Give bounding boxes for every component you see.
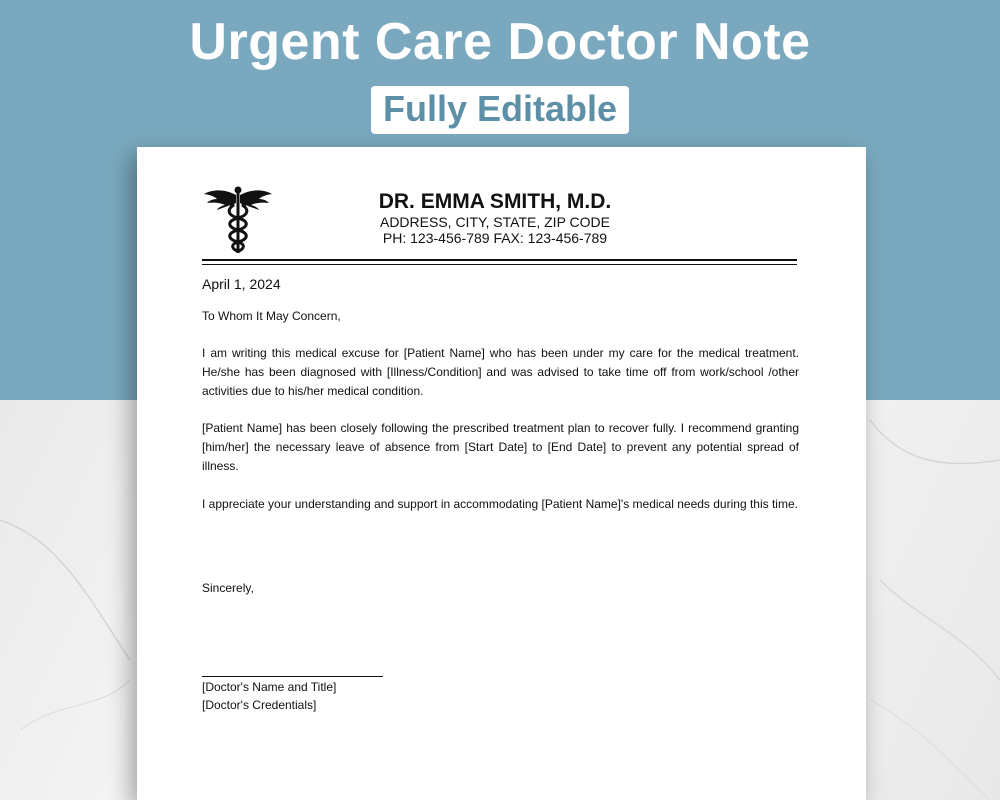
letterhead <box>365 190 625 246</box>
banner-subtitle-wrap <box>0 86 1000 134</box>
signature-line <box>202 676 383 677</box>
caduceus-icon <box>203 185 273 255</box>
doctor-address: ADDRESS, CITY, STATE, ZIP CODE <box>379 214 610 230</box>
header-divider-thick <box>202 259 797 261</box>
banner-subtitle: Fully Editable <box>371 86 629 134</box>
letter-date: April 1, 2024 <box>202 276 281 292</box>
signature-credentials: [Doctor's Credentials] <box>202 698 317 712</box>
signature-name: [Doctor's Name and Title] <box>202 680 337 694</box>
letter-salutation: To Whom It May Concern, <box>202 309 341 323</box>
header-divider-thin <box>202 264 797 265</box>
doctor-name: DR. EMMA SMITH, M.D. <box>378 190 612 213</box>
banner-title: Urgent Care Doctor Note <box>189 13 811 71</box>
letter-paragraph-2: [Patient Name] has been closely following the prescribed treatment plan to recover fully. I recommend granting [him/her] the necessary leave of absence from [Start Date] to [End Date] to prevent any potential spread of illness. <box>202 421 799 473</box>
letter-paragraph-1: I am writing this medical excuse for [Patient Name] who has been under my care for the medical treatment. He/she has been diagnosed with [Illness/Condition] and was advised to take time off from work/school /other activities due to his/her medical condition. <box>202 346 799 398</box>
letter-page <box>137 147 866 800</box>
letter-paragraph-3: I appreciate your understanding and support in accommodating [Patient Name]'s medical needs during this time. <box>202 497 798 511</box>
doctor-phone: PH: 123-456-789 FAX: 123-456-789 <box>382 230 608 246</box>
letter-closing: Sincerely, <box>202 581 254 595</box>
